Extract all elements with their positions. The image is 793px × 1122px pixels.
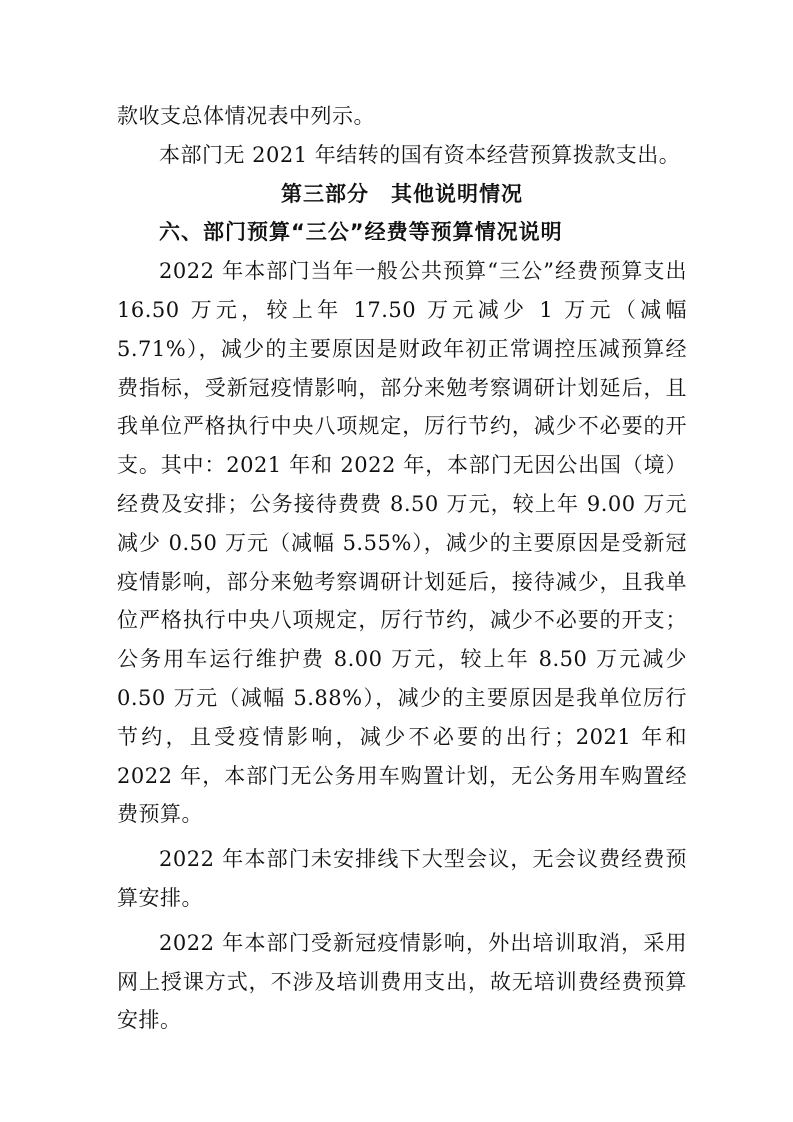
paragraph-three-public-funds: 2022 年本部门当年一般公共预算“三公”经费预算支出 16.50 万元，较上年 17.50 万元减少 1 万元（减幅 5.71%），减少的主要原因是财政年初正常调控压减预算经费指标，受新冠疫情影响，部分来勉考察调研计划延后，且我单位严格执行中央八项规定，厉行节约，减少不必要的开支。其中：2021 年和 2022 年，本部门无因公出国（境）经费及安排；公务接待费费 8.50 万元，较上年 9.00 万元减少 0.50 万元（减幅 5.55%），减少的主要原因是受新冠疫情影响，部分来勉考察调研计划延后，接待减少，且我单位严格执行中央八项规定，厉行节约，减少不必要的开支；公务用车运行维护费 8.00 万元，较上年 8.50 万元减少 0.50 万元（减幅 5.88%），减少的主要原因是我单位厉行节约，且受疫情影响，减少不必要的出行；2021 年和 2022 年，本部门无公务用车购置计划，无公务用车购置经费预算。 (117, 259, 687, 827)
document-page (117, 97, 687, 1040)
subsection-title: 六、部门预算“三公”经费等预算情况说明 (159, 220, 563, 245)
paragraph-training-funds: 2022 年本部门受新冠疫情影响，外出培训取消，采用网上授课方式，不涉及培训费用支出，故无培训费经费预算安排。 (117, 930, 687, 1033)
paragraph-meeting-funds: 2022 年本部门未安排线下大型会议，无会议费经费预算安排。 (117, 847, 687, 910)
paragraph-continuation: 款收支总体情况表中列示。 (117, 104, 375, 128)
section-title: 第三部分 其他说明情况 (281, 181, 523, 206)
paragraph-state-capital: 本部门无 2021 年结转的国有资本经营预算拨款支出。 (159, 142, 681, 167)
